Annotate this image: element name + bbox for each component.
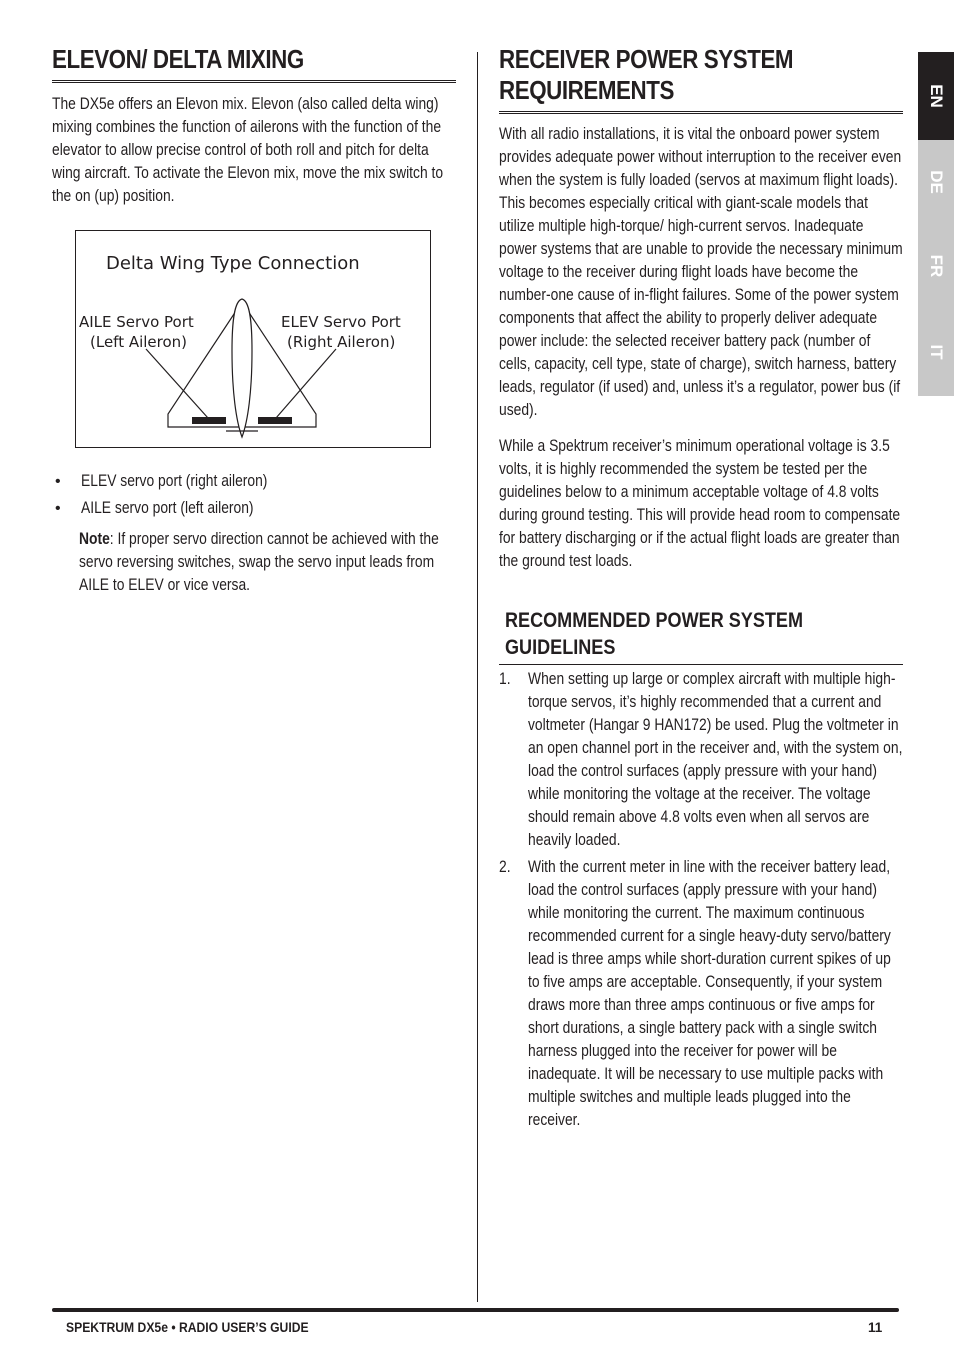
- list-item: [52, 495, 472, 522]
- tab-fr[interactable]: [918, 224, 954, 308]
- language-tabs: [918, 52, 954, 396]
- page-number: 11: [868, 1320, 883, 1335]
- footer-guide-title: SPEKTRUM DX5e • RADIO USER’S GUIDE: [66, 1320, 309, 1335]
- guidelines-list: [499, 668, 903, 1132]
- note-text: : If proper servo direction cannot be achieved with the servo reversing switches, swap the servo input leads from AILE to ELEV or vice versa.: [79, 530, 439, 594]
- tab-de[interactable]: [918, 140, 954, 224]
- left-aileron: [192, 417, 226, 424]
- servo-port-list: [52, 468, 472, 522]
- diagram-title: Delta Wing Type Connection: [106, 253, 360, 274]
- bullet-dot: •: [55, 500, 61, 517]
- footer-rule: [52, 1308, 899, 1312]
- right-aileron: [258, 417, 292, 424]
- list-item: [52, 468, 472, 495]
- servo-note: [79, 528, 459, 597]
- tab-label: FR: [927, 254, 946, 278]
- elev-port-sublabel: (Right Aileron): [287, 333, 396, 351]
- list-item: [499, 856, 903, 1132]
- aile-leader-line: [146, 349, 208, 418]
- step-number: 1.: [499, 670, 511, 688]
- tab-it[interactable]: [918, 308, 954, 396]
- tab-en[interactable]: [918, 52, 954, 140]
- elevon-section: [52, 44, 456, 594]
- tab-label: IT: [927, 344, 946, 360]
- list-item: [499, 668, 903, 852]
- aile-port-label: AILE Servo Port: [79, 313, 194, 331]
- receiver-section: [499, 44, 903, 1132]
- note-label: Note: [79, 530, 110, 548]
- step-text: When setting up large or complex aircraft with multiple high-torque servos, it’s highly recommended that a current and voltmeter (Hangar 9 HAN172) be used. Plug the voltmeter in an open channel port in the receiver and, with the system on, load the control surfaces (apply pressure with your hand) while monitoring the voltage at the receiver. The voltage should remain above 4.8 volts even when all servos are heavily loaded.: [528, 670, 903, 849]
- column-divider: [477, 52, 478, 1302]
- elevon-intro: The DX5e offers an Elevon mix. Elevon (also called delta wing) mixing combines the function of ailerons with the function of the elevator to allow precise control of both roll and pitch for delta wing aircraft. To activate the Elevon mix, move the mix switch to the on (up) position.: [52, 95, 444, 205]
- aile-port-sublabel: (Left Aileron): [90, 333, 188, 351]
- tab-label: DE: [927, 170, 946, 194]
- step-number: 2.: [499, 858, 511, 876]
- guidelines-heading: RECOMMENDED POWER SYSTEM GUIDELINES: [505, 609, 804, 659]
- elev-port-label: ELEV Servo Port: [281, 313, 401, 331]
- bullet-dot: •: [55, 473, 61, 490]
- delta-wing-illustration: [76, 231, 432, 449]
- receiver-paragraph-1: With all radio installations, it is vital the onboard power system provides adequate power without interruption to the receiver even when the system is fully loaded (servos at maximum flight loads). This becomes especially critical with giant-scale models that utilize multiple high-torque/ high-current servos. Inadequate power systems that are unable to provide the necessary minimum voltage to the receiver during flight loads have become the number-one cause of in-flight failures. Some of the power system components that affect the ability to properly deliver adequate power include: the selected receiver battery pack (number of cells, capacity, cell type, state of charge), switch harness, battery leads, regulator (if used) and, unless it’s a regulator, power bus (if used).: [499, 125, 903, 419]
- note-paragraph: [79, 528, 459, 597]
- tab-label: EN: [927, 84, 946, 108]
- receiver-paragraph-2: While a Spektrum receiver’s minimum operational voltage is 3.5 volts, it is highly recommended the system be tested per the guidelines below to a minimum acceptable voltage of 4.8 volts during ground testing. This will provide head room to compensate for battery discharging or if the actual flight loads are greater than the ground test loads.: [499, 437, 901, 570]
- step-text: With the current meter in line with the receiver battery lead, load the control surfaces (apply pressure with your hand) while monitoring the current. The maximum continuous recommended current for a single heavy-duty servo/battery lead is three amps while short-duration current spikes of up to five amps are acceptable. Consequently, if your system draws more than three amps continuous or five amps for short durations, a single battery pack with a single switch harness plugged into the receiver for power will be inadequate. It will be necessary to use multiple packs with multiple switches and multiple leads plugged into the receiver.: [528, 858, 891, 1129]
- delta-wing-diagram: [75, 230, 431, 448]
- elev-leader-line: [276, 349, 336, 418]
- elevon-heading: ELEVON/ DELTA MIXING: [52, 44, 304, 74]
- fuselage-outline: [232, 299, 252, 437]
- bullet-text: ELEV servo port (right aileron): [81, 472, 268, 490]
- receiver-heading: RECEIVER POWER SYSTEM REQUIREMENTS: [499, 44, 794, 105]
- bullet-text: AILE servo port (left aileron): [81, 499, 254, 517]
